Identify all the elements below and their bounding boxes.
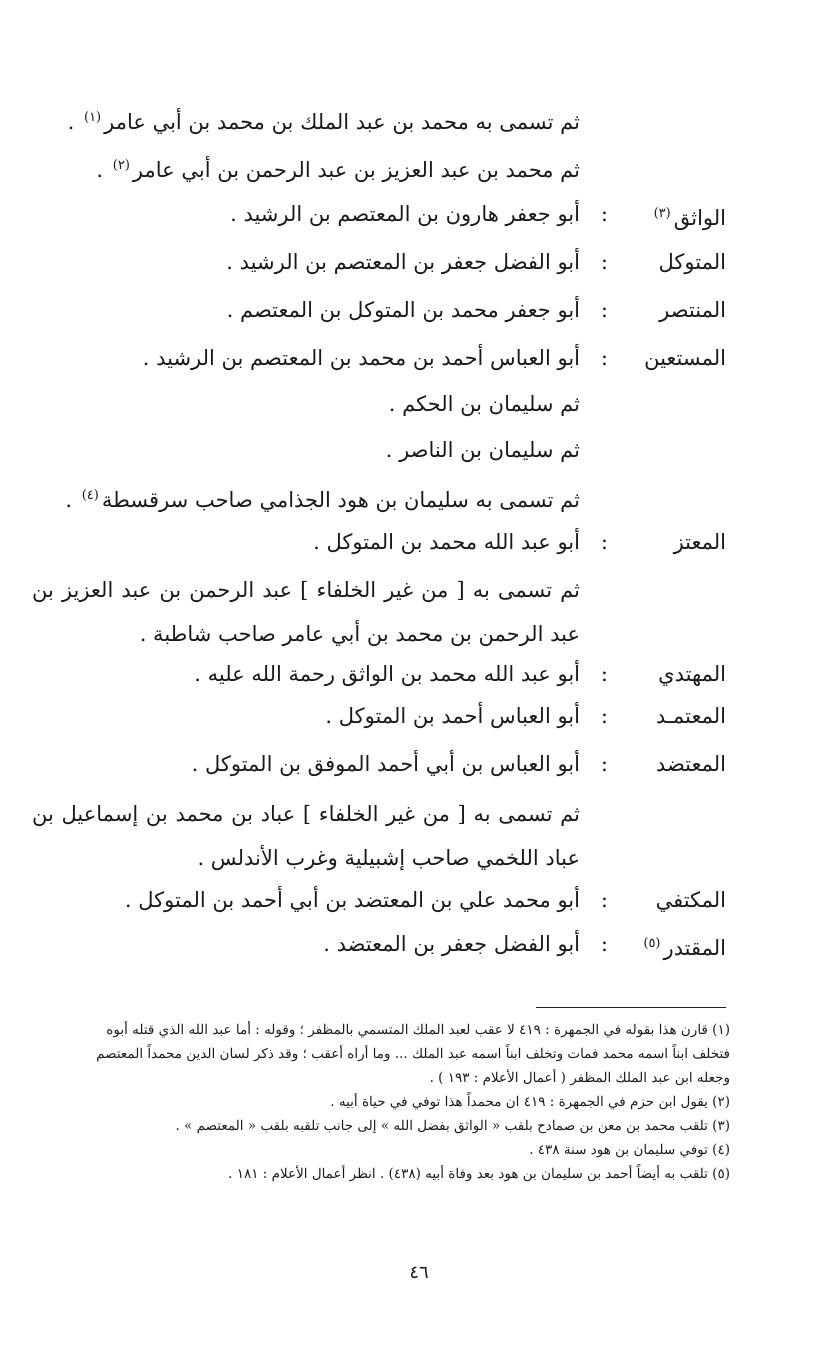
line-text: ثم تسمى به محمد بن عبد الملك بن محمد بن أبي عامر$^{(١)}$ . [67,110,580,134]
footnote-ref[interactable]: (٣) [653,206,671,221]
page-number: ٤٦ [409,1262,429,1283]
entry-muqtadir [0,924,838,964]
entry-text: أبو جعفر محمد بن المتوكل بن المعتصم . [226,298,580,322]
entry-text: أبو الفضل جعفر بن المعتضد . [323,932,580,956]
entry-text: أبو العباس أحمد بن المتوكل . [325,704,580,728]
entry-colon: : [600,932,608,956]
entry-colon: : [600,530,608,554]
entry-title: الواثق$^{(٣)}$ [653,206,726,230]
entry-text: أبو الفضل جعفر بن المعتصم بن الرشيد . [226,250,580,274]
footnote: (٥) تلقب به أيضاً أحمد بن سليمان بن هود بعد وفاة أبيه (٤٣٨) . انظر أعمال الأعلام : ١٨١ . [228,1166,730,1182]
entry-muktafi [0,880,838,920]
footnote-ref[interactable]: (٥) [643,936,661,951]
entry-title: المستعين [644,346,726,370]
entry-colon: : [600,202,608,226]
entry-muntasir [0,290,838,330]
entry-title: المقتدر$^{(٥)}$ [643,936,726,960]
line-text: ثم سليمان بن الناصر . [385,438,580,462]
footnote-ref[interactable]: (٤) [81,488,99,503]
entry-title: المعتز [673,530,726,554]
entry-mustain [0,338,838,378]
entry-colon: : [600,662,608,686]
entry-title: المهتدي [658,662,726,686]
line-text: ثم تسمى به سليمان بن هود الجذامي صاحب سرقسطة$^{(٤)}$ . [65,488,580,512]
footnotes [92,1018,730,1186]
entry-colon: : [600,752,608,776]
entry-muhtadi [0,654,838,694]
entry-mutawakkil [0,242,838,282]
entry-title: المعتمـد [655,704,726,728]
footnote-ref[interactable]: (٢) [112,158,130,173]
footnote: (٢) يقول ابن حزم في الجمهرة : ٤١٩ ان محمداً هذا توفي في حياة أبيه . [330,1094,730,1110]
entry-text: أبو جعفر هارون بن المعتصم بن الرشيد . [230,202,580,226]
entry-colon: : [600,888,608,912]
entry-title: المتوكل [658,250,726,274]
entry-text: أبو محمد علي بن المعتضد بن أبي أحمد بن المتوكل . [124,888,580,912]
text-line [0,98,838,138]
text-line [0,476,838,516]
entry-colon: : [600,250,608,274]
footnote-divider [536,1007,726,1008]
line-text: ثم سليمان بن الحكم . [388,392,580,416]
entry-title: المكتفي [655,888,726,912]
entry-mutamid [0,696,838,736]
entry-paragraph: ثم تسمى به [ من غير الخلفاء ] عباد بن محمد بن إسماعيل بن عباد اللخمي صاحب إشبيلية وغرب الأندلس . [32,802,580,870]
entry-text: أبو عبد الله محمد بن الواثق رحمة الله عليه . [194,662,580,686]
entry-text: أبو عبد الله محمد بن المتوكل . [313,530,580,554]
text-line [0,146,838,186]
entry-text: أبو العباس بن أبي أحمد الموفق بن المتوكل . [191,752,580,776]
entry-wathiq [0,194,838,234]
text-line [0,430,838,470]
entry-colon: : [600,704,608,728]
entry-colon: : [600,346,608,370]
entry-paragraph: ثم تسمى به [ من غير الخلفاء ] عبد الرحمن بن عبد العزيز بن عبد الرحمن بن محمد بن أبي عامر صاحب شاطبة . [32,578,580,646]
footnote: (١) قارن هذا بقوله في الجمهرة : ٤١٩ لا عقب لعبد الملك المتسمي بالمظفر ؛ وقوله : أما عبد الله الذي قتله أبوه فتخلف ابناً اسمه محمد فمات وتخلف ابناً اسمه عبد الملك ... وما أراه أعقب ؛ وقد ذكر لسان الدين محمداً المعتصم وجعله ابن عبد الملك المظفر ( أعمال الأعلام : ١٩٣ ) . [96,1022,730,1086]
entry-title: المنتصر [659,298,726,322]
footnote: (٤) توفي سليمان بن هود سنة ٤٣٨ . [529,1142,730,1158]
footnote-ref[interactable]: (١) [83,110,102,125]
text-line [0,384,838,424]
entry-mutadid [0,744,838,784]
entry-mutazz [0,522,838,562]
entry-colon: : [600,298,608,322]
footnote: (٣) تلقب محمد بن معن بن صمادح بلقب « الواثق بفضل الله » إلى جانب تلقبه بلقب « المعتصم » . [175,1118,730,1134]
entry-title: المعتضد [655,752,726,776]
entry-text: أبو العباس أحمد بن محمد بن المعتصم بن الرشيد . [142,346,580,370]
line-text: ثم محمد بن عبد العزيز بن عبد الرحمن بن أبي عامر$^{(٢)}$ . [96,158,580,182]
